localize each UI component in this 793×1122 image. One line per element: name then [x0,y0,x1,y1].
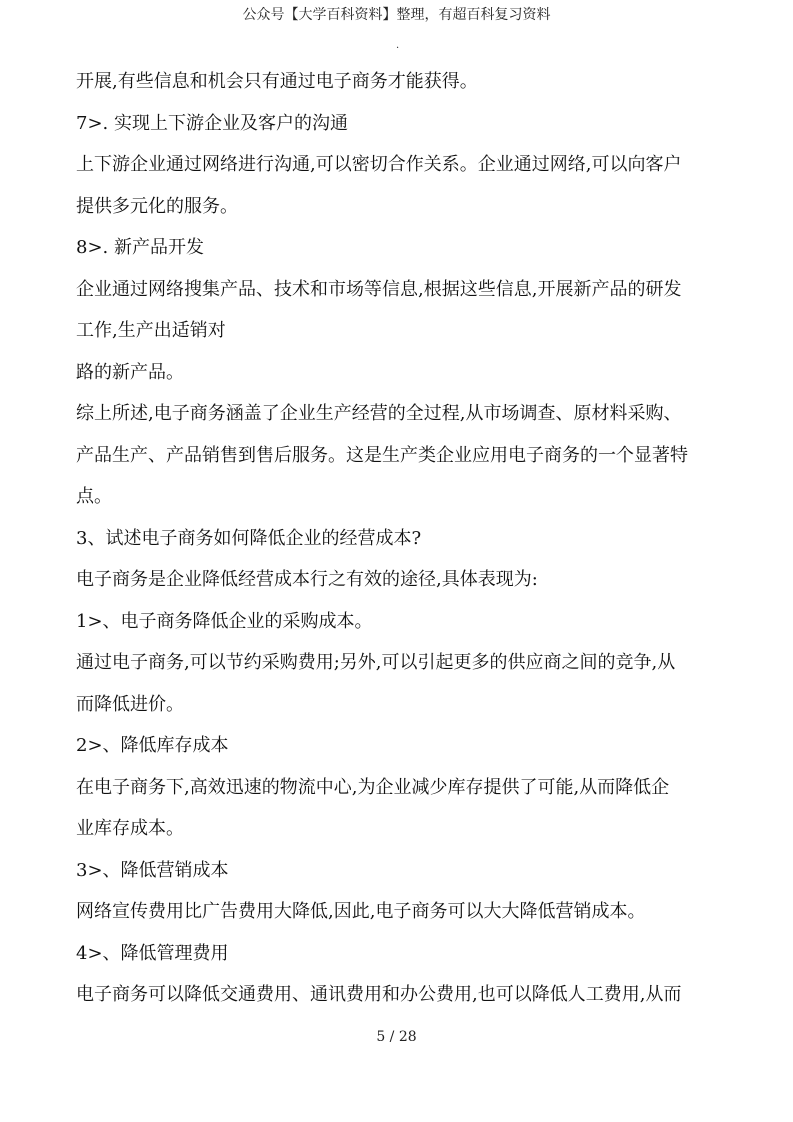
text-line: 提供多元化的服务。 [76,196,238,217]
text-line: 业库存成本。 [76,818,184,839]
section-heading: 3>、降低营销成本 [76,860,229,881]
text-line: 上下游企业通过网络进行沟通,可以密切合作关系。企业通过网络,可以向客户 [76,154,682,175]
section-heading: 4>、降低管理费用 [76,943,229,964]
text-line: 而降低进价。 [76,694,184,715]
text-line: 网络宣传费用比广告费用大降低,因此,电子商务可以大大降低营销成本。 [76,901,646,922]
section-heading: 7>. 实现上下游企业及客户的沟通 [76,113,348,134]
section-heading: 1>、电子商务降低企业的采购成本。 [76,611,373,632]
text-line: 电子商务是企业降低经营成本行之有效的途径,具体表现为: [76,569,538,590]
text-line: 工作,生产出适销对 [76,320,226,341]
text-line: 电子商务可以降低交通费用、通讯费用和办公费用,也可以降低人工费用,从而 [76,984,682,1005]
text-line: 点。 [76,486,112,507]
top-mark: · [396,43,400,54]
text-line: 综上所述,电子商务涵盖了企业生产经营的全过程,从市场调查、原材料采购、 [76,403,682,424]
section-heading: 2>、降低库存成本 [76,735,229,756]
text-line: 路的新产品。 [76,362,184,383]
text-line: 开展,有些信息和机会只有通过电子商务才能获得。 [76,71,478,92]
page-header: 公众号【大学百科资料】整理，有超百科复习资料 [242,7,551,23]
section-heading: 8>. 新产品开发 [76,237,204,258]
page-number: 5 / 28 [376,1029,417,1045]
text-line: 通过电子商务,可以节约采购费用;另外,可以引起更多的供应商之间的竞争,从 [76,652,676,673]
text-line: 产品生产、产品销售到售后服务。这是生产类企业应用电子商务的一个显著特 [76,445,688,466]
text-line: 在电子商务下,高效迅速的物流中心,为企业减少库存提供了可能,从而降低企 [76,777,670,798]
text-line: 企业通过网络搜集产品、技术和市场等信息,根据这些信息,开展新产品的研发 [76,279,682,300]
question-heading: 3、试述电子商务如何降低企业的经营成本? [76,528,422,549]
